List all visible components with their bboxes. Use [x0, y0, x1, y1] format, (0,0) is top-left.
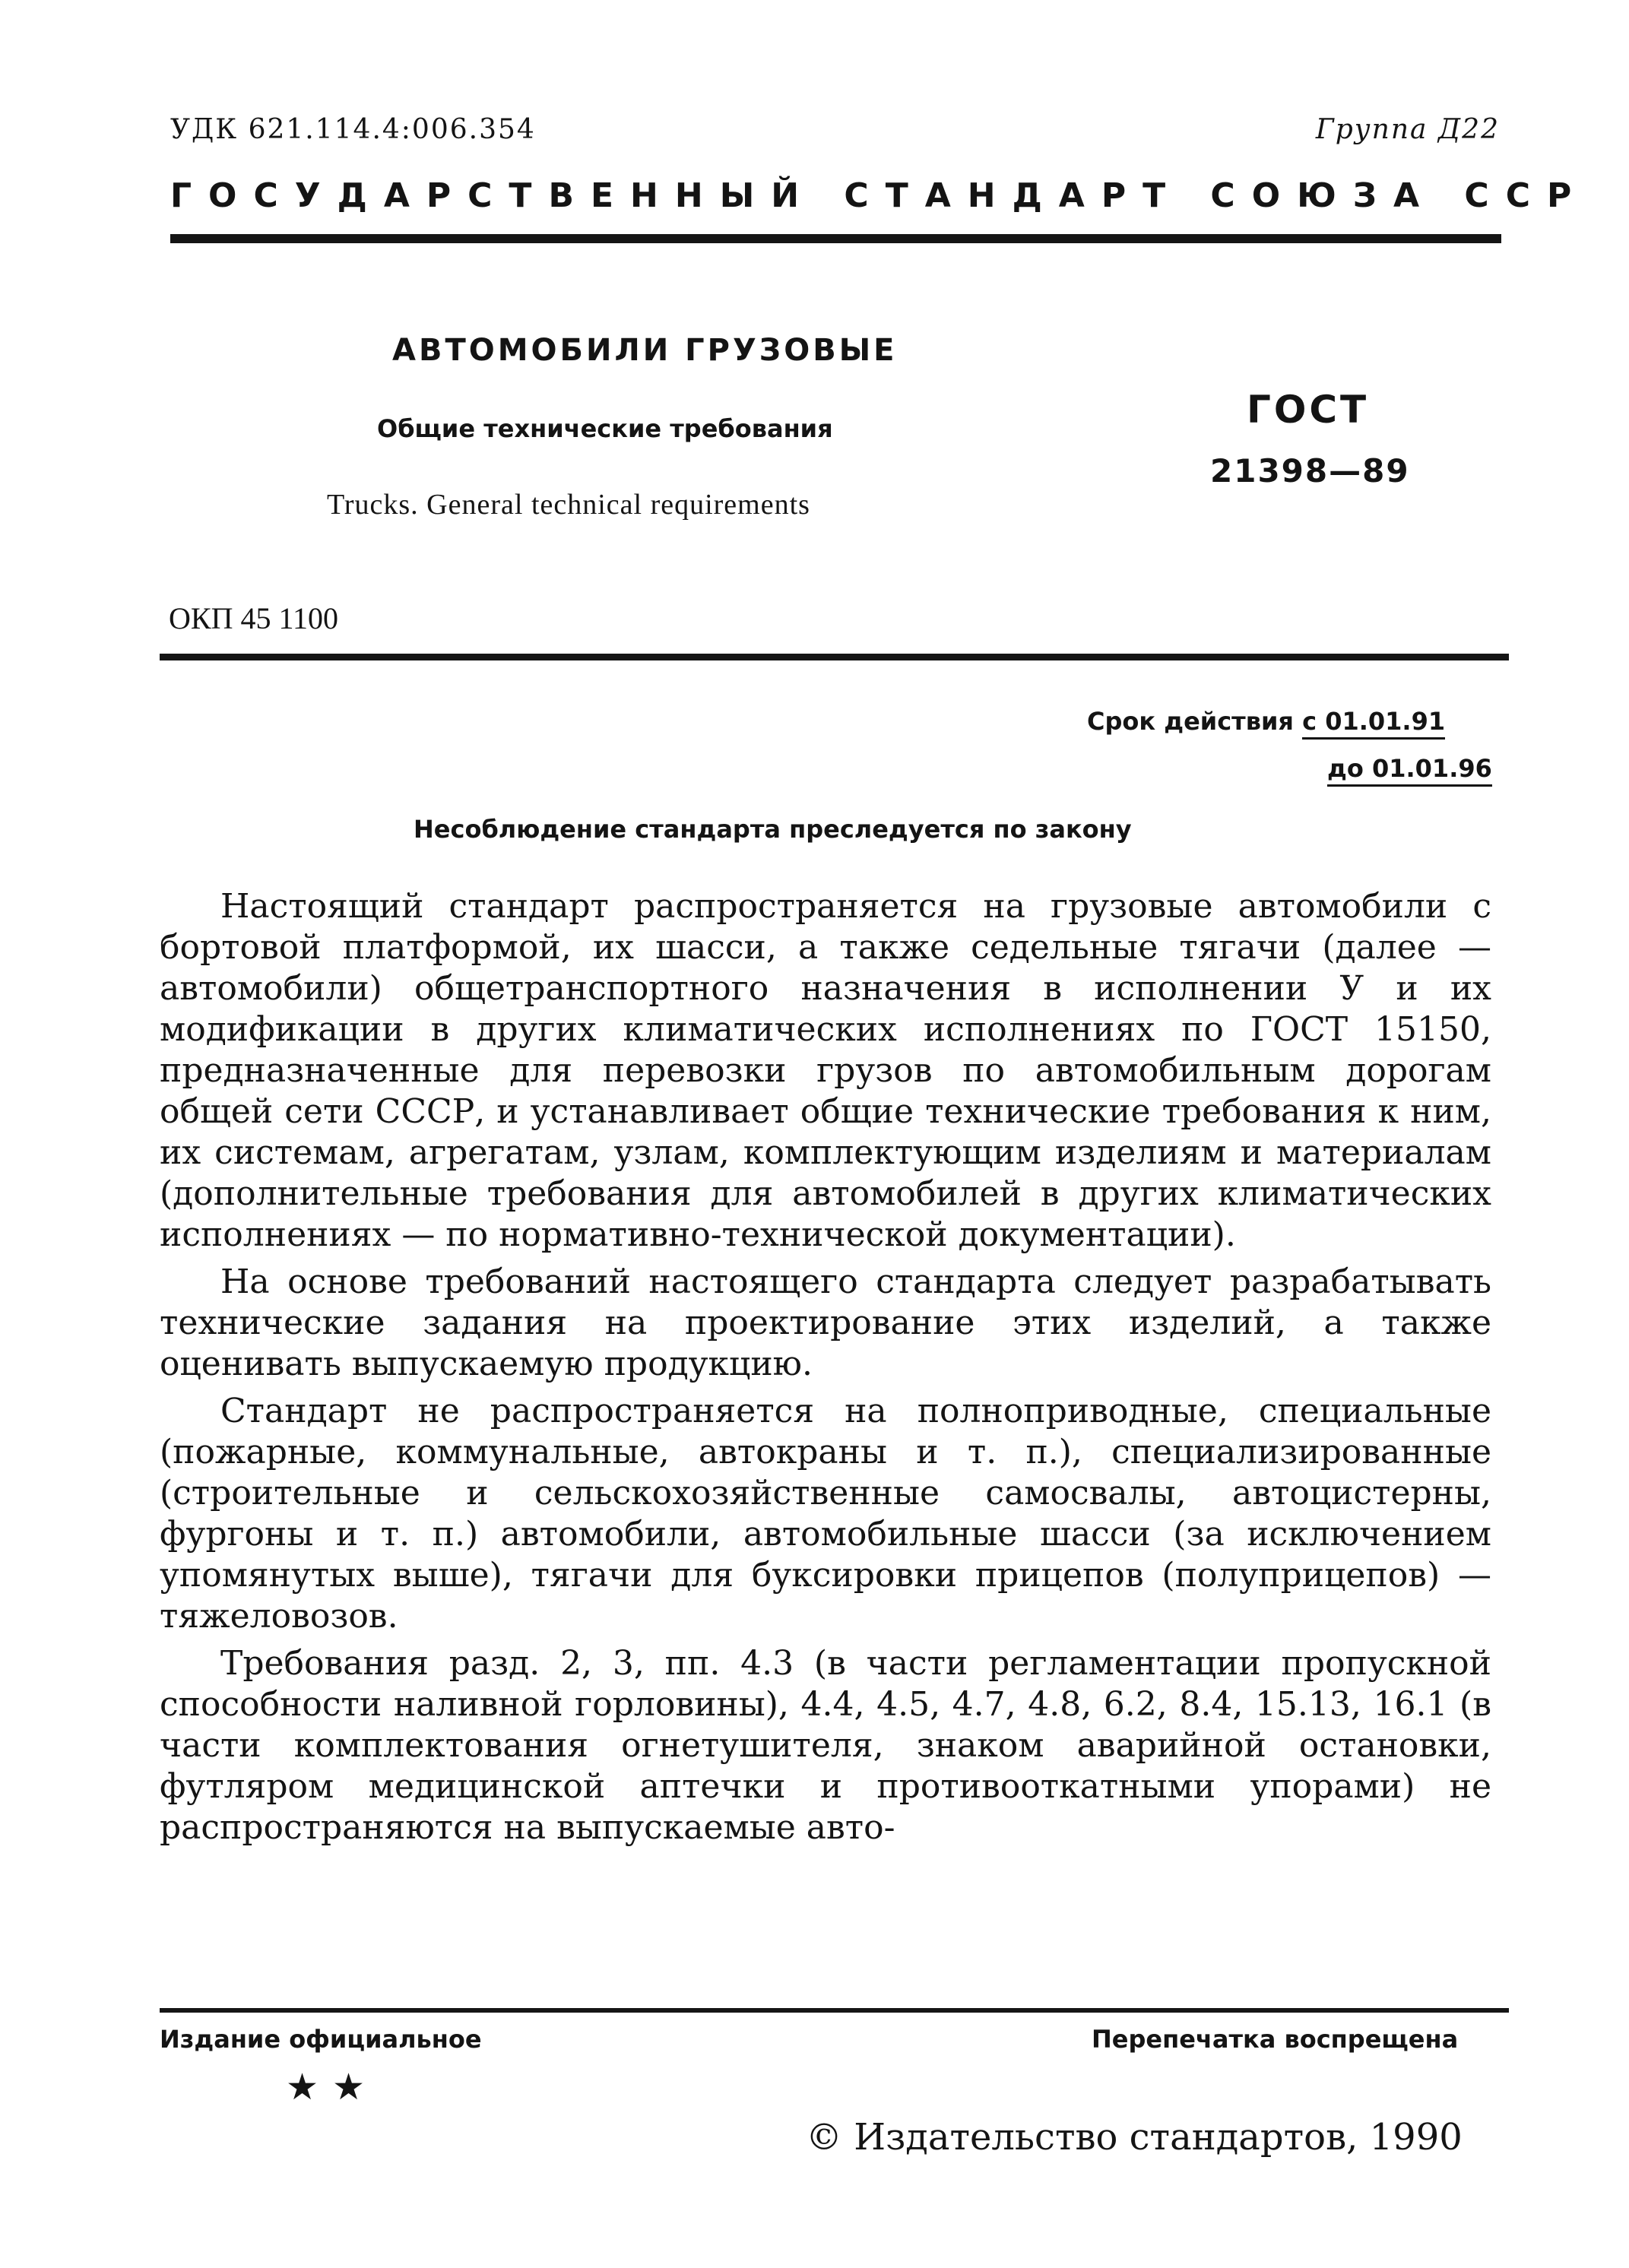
official-edition: Издание официальное [160, 2025, 482, 2054]
copyright-line: © Издательство стандартов, 1990 [806, 2116, 1463, 2159]
udk-code: УДК 621.114.4:006.354 [170, 114, 536, 145]
validity-from-date: с 01.01.91 [1302, 707, 1445, 740]
gost-label: ГОСТ [1247, 388, 1370, 432]
legal-notice: Несоблюдение стандарта преследуется по закону [414, 815, 1132, 844]
validity-to-date: до 01.01.96 [1327, 754, 1492, 787]
document-subtitle: Общие технические требования [377, 414, 833, 443]
title-divider [160, 654, 1509, 660]
validity-to [1327, 754, 1492, 783]
state-standard-heading: ГОСУДАРСТВЕННЫЙ СТАНДАРТ СОЮЗА ССР [170, 176, 1589, 215]
reprint-prohibited: Перепечатка воспрещена [1092, 2025, 1459, 2054]
stars-mark: ★★ [286, 2066, 379, 2108]
header-divider [170, 234, 1501, 243]
paragraph: Стандарт не распространяется на полноприводные, специальные (пожарные, коммунальные, автокраны и т. п.), специализированные (строительные и сельскохозяйственные самосвалы, автоцистерны, фургоны и т. п.) автомобили, автомобильные шасси (за исключением упомянутых выше), тягачи для буксировки прицепов (полуприцепов) — тяжеловозов. [160, 1392, 1491, 1636]
validity-label: Срок действия [1087, 707, 1294, 736]
paragraph: Настоящий стандарт распространяется на грузовые автомобили с бортовой платформой, их шасси, а также седельные тягачи (далее — автомобили) общетранспортного назначения в исполнении У и их модификации в других климатических исполнениях по ГОСТ 15150, предназначенные для перевозки грузов по автомобильным дорогам общей сети СССР, и устанавливает общие технические требования к ним, их системам, агрегатам, узлам, комплектующим изделиям и материалам (дополнительные требования для автомобилей в других климатических исполнениях — по нормативно-технической документации). [160, 887, 1491, 1254]
validity-from [1087, 707, 1445, 736]
document-title: АВТОМОБИЛИ ГРУЗОВЫЕ [392, 333, 898, 368]
group-code: Группа Д22 [1315, 114, 1500, 145]
paragraph: На основе требований настоящего стандарта следует разрабатывать технические задания на проектирование этих изделий, а также оценивать выпускаемую продукцию. [160, 1262, 1491, 1383]
paragraph: Требования разд. 2, 3, пп. 4.3 (в части регламентации пропускной способности наливной горловины), 4.4, 4.5, 4.7, 4.8, 6.2, 8.4, 15.13, 16.1 (в части комплектования огнетушителя, знаком аварийной остановки, футляром медицинской аптечки и противооткатными упорами) не распространяются на выпускаемые авто- [160, 1644, 1491, 1847]
okp-code: ОКП 45 1100 [169, 601, 338, 635]
body-text [160, 886, 1491, 1855]
english-title: Trucks. General technical requirements [327, 489, 810, 521]
footer-divider [160, 2008, 1509, 2013]
gost-number: 21398—89 [1210, 452, 1410, 489]
